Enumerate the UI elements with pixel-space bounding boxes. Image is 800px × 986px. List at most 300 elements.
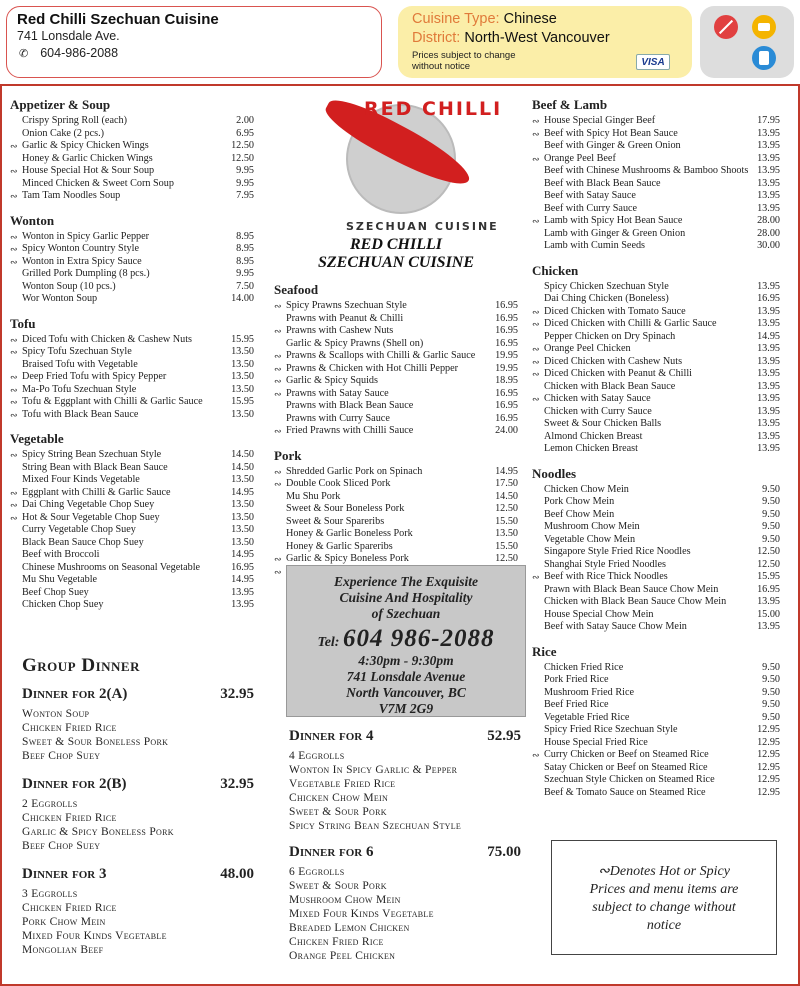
menu-item: [274, 528, 518, 541]
menu-item-price: 24.00: [495, 425, 518, 436]
cuisine-info-box: [398, 6, 692, 78]
spacer: [532, 381, 544, 394]
menu-item-price: 13.50: [231, 408, 254, 420]
menu-item-price: 9.50: [762, 521, 780, 532]
spacer: [532, 331, 544, 344]
menu-item-price: 28.00: [757, 215, 780, 226]
spacer: [10, 293, 22, 306]
spacer: [274, 338, 286, 351]
menu-item-name: Spicy Wonton Country Style: [22, 243, 140, 254]
menu-item-price: 13.50: [231, 474, 254, 485]
menu-item-name: Mu Shu Vegetable: [22, 574, 98, 585]
dinner-item: Orange Peel Chicken: [289, 950, 396, 962]
menu-item: [532, 406, 780, 419]
spacer: [532, 662, 544, 675]
logo-name-line2: SZECHUAN CUISINE: [317, 254, 475, 271]
menu-item: [10, 115, 254, 128]
hot-spicy-icon: ∾: [10, 409, 18, 420]
menu-item-price: 9.50: [762, 496, 780, 507]
menu-item-price: 9.95: [236, 177, 254, 189]
section-title: Vegetable: [10, 431, 64, 446]
menu-item-price: 16.95: [231, 561, 254, 573]
menu-item: [532, 774, 780, 787]
spacer: [10, 587, 22, 600]
menu-item-name: Prawns & Chicken with Hot Chilli Pepper: [286, 362, 459, 374]
menu-item-name: Pork Chow Mein: [544, 496, 615, 507]
spacer: [532, 509, 544, 522]
menu-item: [532, 306, 780, 319]
cuisine-type-line: [412, 10, 678, 29]
restaurant-address: 741 Lonsdale Ave.: [17, 29, 120, 43]
menu-item: [532, 240, 780, 253]
menu-item: [532, 724, 780, 737]
spacer: [532, 443, 544, 456]
menu-item-price: 13.95: [757, 393, 780, 404]
menu-item: [532, 674, 780, 687]
hot-spicy-icon: ∾: [274, 351, 282, 361]
menu-item-name: Deep Fried Tofu with Spicy Pepper: [22, 371, 167, 382]
dinner-header: [22, 686, 254, 703]
menu-item: [10, 153, 254, 166]
dinner-name: Dinner for 6: [289, 844, 374, 860]
group-dinner-title: Group Dinner: [22, 655, 140, 676]
right-column: [532, 97, 780, 799]
menu-item-name: Honey & Garlic Spareribs: [286, 540, 393, 552]
menu-item-price: 13.95: [231, 599, 254, 610]
menu-item: [532, 203, 780, 216]
hot-spicy-icon: ∾: [532, 216, 540, 226]
menu-item-price: 12.50: [231, 152, 254, 164]
menu-item-name: Spicy Fried Rice Szechuan Style: [544, 724, 678, 735]
menu-item: [274, 491, 518, 504]
spacer: [10, 524, 22, 537]
dinner-item: Vegetable Fried Rice: [289, 778, 396, 790]
dinner-item: Chicken Fried Rice: [289, 936, 384, 948]
menu-item-price: 18.95: [495, 375, 518, 386]
menu-item: [10, 190, 254, 203]
menu-item: [532, 293, 780, 306]
section-title: Pork: [274, 447, 302, 463]
menu-item-name: Eggplant with Chilli & Garlic Sauce: [22, 486, 171, 498]
menu-item-price: 30.00: [757, 240, 780, 251]
menu-item-name: Prawn with Black Bean Sauce Chow Mein: [544, 583, 719, 595]
menu-item: [532, 662, 780, 675]
menu-item: [532, 331, 780, 344]
menu-item-price: 16.95: [495, 400, 518, 411]
menu-item-name: String Bean with Black Bean Sauce: [22, 461, 168, 473]
menu-item: [532, 749, 780, 762]
menu-item-name: Dai Ching Chicken (Boneless): [544, 293, 669, 304]
hot-spicy-icon: ∾: [10, 256, 18, 267]
menu-item: [532, 534, 780, 547]
hot-legend: [552, 863, 776, 881]
menu-item-name: Prawns with Cashew Nuts: [286, 325, 394, 336]
dinner-card: [289, 728, 521, 833]
menu-item: [532, 115, 780, 128]
middle-column: [274, 282, 518, 578]
menu-item: [10, 384, 254, 397]
menu-item-name: Vegetable Chow Mein: [544, 533, 636, 545]
spacer: [532, 431, 544, 444]
dinner-item: Wonton Soup: [22, 708, 90, 720]
section-noodles: [532, 466, 780, 634]
hot-spicy-icon: ∾: [10, 500, 18, 510]
dinner-name: Dinner for 3: [22, 866, 107, 882]
menu-item-price: 12.50: [757, 558, 780, 570]
menu-item-price: 19.95: [495, 362, 518, 374]
menu-item: [274, 375, 518, 388]
menu-item-name: Spicy Prawns Szechuan Style: [286, 300, 407, 311]
menu-item-name: Honey & Garlic Chicken Wings: [22, 152, 153, 164]
menu-item-price: 16.95: [757, 293, 780, 304]
menu-item-name: Tofu with Black Bean Sauce: [22, 408, 139, 420]
dinner-header: [22, 776, 254, 793]
menu-item: [532, 509, 780, 522]
menu-item-name: Chicken Fried Rice: [544, 661, 624, 673]
dinner-item: Chicken Chow Mein: [289, 792, 389, 804]
restaurant-phone[interactable]: 604-986-2088: [40, 46, 119, 60]
menu-item: [532, 762, 780, 775]
menu-item: [532, 281, 780, 294]
menu-item: [10, 524, 254, 537]
menu-item-price: 12.95: [757, 749, 780, 760]
menu-item-name: Hot & Sour Vegetable Chop Suey: [22, 511, 160, 523]
menu-item: [532, 443, 780, 456]
menu-item: [10, 487, 254, 500]
menu-item-name: Ma-Po Tofu Szechuan Style: [22, 383, 137, 395]
hot-spicy-icon: ∾: [274, 376, 282, 386]
hot-spicy-icon: ∾: [10, 141, 18, 151]
spacer: [532, 609, 544, 622]
hot-spicy-icon: ∾: [10, 372, 18, 382]
menu-item-name: Chicken with Satay Sauce: [544, 393, 651, 404]
dinner-price: 52.95: [487, 728, 521, 744]
menu-item-name: Wonton in Spicy Garlic Pepper: [22, 230, 150, 242]
menu-item: [274, 338, 518, 351]
menu-item-price: 14.95: [231, 574, 254, 585]
hot-spicy-icon: ∾: [274, 466, 282, 477]
menu-item-price: 13.95: [757, 177, 780, 189]
menu-item-price: 14.95: [757, 330, 780, 342]
menu-item-price: 13.95: [757, 190, 780, 201]
menu-item-price: 13.95: [757, 318, 780, 329]
opening-hours: 4:30pm - 9:30pm: [358, 653, 454, 668]
spacer: [10, 562, 22, 575]
logo-name-line1: RED CHILLI: [349, 236, 442, 253]
menu-item-price: 17.50: [495, 478, 518, 489]
dinner-item: Beef Chop Suey: [22, 840, 101, 852]
menu-item-name: Beef with Curry Sauce: [544, 202, 638, 214]
menu-item-name: Beef & Tomato Sauce on Steamed Rice: [544, 786, 706, 798]
hot-spicy-icon: ∾: [532, 344, 540, 354]
menu-item: [10, 359, 254, 372]
menu-item: [10, 587, 254, 600]
menu-item-price: 12.95: [757, 736, 780, 748]
spacer: [532, 496, 544, 509]
dinner-item: Garlic & Spicy Boneless Pork: [22, 826, 174, 838]
taxi-icon: [752, 15, 776, 39]
menu-item: [532, 621, 780, 634]
menu-item-name: Sweet & Sour Spareribs: [286, 515, 385, 527]
menu-item-price: 13.95: [757, 368, 780, 379]
menu-item-price: 9.50: [762, 686, 780, 698]
menu-item-price: 13.50: [495, 528, 518, 539]
spacer: [274, 413, 286, 426]
menu-item-price: 13.50: [231, 371, 254, 382]
dinner-item: Wonton In Spicy Garlic & Pepper: [289, 764, 458, 776]
dinner-item: Sweet & Sour Pork: [289, 880, 387, 892]
spacer: [10, 599, 22, 612]
spacer: [532, 203, 544, 216]
menu-item-price: 9.95: [236, 165, 254, 176]
hot-spicy-icon: ∾: [532, 369, 540, 379]
menu-item-price: 15.50: [495, 515, 518, 527]
menu-item-price: 13.95: [757, 405, 780, 417]
hot-spicy-icon: ∾: [532, 750, 540, 760]
section-rice: [532, 644, 780, 800]
menu-item-name: Chicken with Curry Sauce: [544, 405, 652, 417]
menu-item-price: 13.95: [757, 305, 780, 317]
menu-item: [10, 474, 254, 487]
section-title: Wonton: [10, 212, 55, 228]
dinner-card: [22, 686, 254, 763]
hot-spicy-icon: ∾: [532, 153, 540, 164]
menu-item-name: Singapore Style Fried Rice Noodles: [544, 546, 691, 557]
menu-item: [274, 325, 518, 338]
menu-item-name: Beef with Rice Thick Noodles: [544, 571, 668, 582]
menu-item: [274, 553, 518, 566]
menu-item-price: 13.95: [757, 596, 780, 607]
spacer: [532, 418, 544, 431]
menu-item: [532, 712, 780, 725]
menu-item-name: Beef with Satay Sauce: [544, 190, 636, 201]
menu-item-price: 15.00: [757, 608, 780, 620]
menu-item: [10, 165, 254, 178]
menu-item-name: Wonton in Extra Spicy Sauce: [22, 255, 142, 267]
spacer: [532, 281, 544, 294]
menu-item: [10, 293, 254, 306]
menu-item: [532, 609, 780, 622]
menu-item: [532, 215, 780, 228]
menu-item-name: Beef with Black Bean Sauce: [544, 177, 661, 189]
dinner-item: 3 Eggrolls: [22, 888, 78, 900]
dinner-item: Breaded Lemon Chicken: [289, 922, 410, 934]
menu-item-price: 13.95: [757, 343, 780, 354]
restaurant-phone-row[interactable]: [17, 46, 371, 60]
spacer: [532, 178, 544, 191]
menu-item-name: Prawns with Satay Sauce: [286, 387, 389, 399]
hot-spicy-icon: ∾: [598, 864, 610, 879]
menu-item: [532, 381, 780, 394]
menu-item-name: Mu Shu Pork: [286, 490, 341, 502]
menu-item-price: 28.00: [757, 227, 780, 239]
experience-tel[interactable]: [287, 625, 525, 653]
experience-line1: Experience The Exquisite: [334, 574, 478, 589]
menu-item-price: 13.95: [757, 152, 780, 164]
menu-item-price: 9.50: [762, 508, 780, 520]
experience-line3: of Szechuan: [371, 606, 441, 621]
menu-item: [532, 190, 780, 203]
menu-item-price: 9.95: [236, 268, 254, 279]
menu-item-name: Fried Prawns with Chilli Sauce: [286, 425, 414, 436]
menu-item: [532, 699, 780, 712]
menu-item-price: 14.50: [231, 461, 254, 473]
menu-item: [274, 400, 518, 413]
phone-icon: ✆: [19, 47, 29, 60]
menu-item: [532, 356, 780, 369]
menu-item-price: 13.95: [757, 165, 780, 176]
menu-item: [10, 128, 254, 141]
menu-item-price: 13.50: [231, 383, 254, 395]
menu-item-price: 16.95: [495, 337, 518, 349]
menu-item-name: Diced Chicken with Cashew Nuts: [544, 355, 683, 367]
dinner-item: Beef Chop Suey: [22, 750, 101, 762]
menu-item-price: 2.00: [236, 115, 254, 126]
menu-item: [532, 546, 780, 559]
tel-number[interactable]: 604 986-2088: [342, 625, 495, 652]
menu-item: [532, 343, 780, 356]
menu-item-name: Spicy Chicken Szechuan Style: [544, 280, 669, 292]
spacer: [532, 140, 544, 153]
hot-spicy-icon: ∾: [10, 450, 18, 460]
dinner-card: [22, 776, 254, 853]
menu-item-name: Garlic & Spicy Boneless Pork: [286, 553, 409, 564]
menu-item-name: Lemon Chicken Breast: [544, 443, 638, 454]
restaurant-logo: [286, 98, 506, 278]
spacer: [10, 178, 22, 191]
menu-item-name: Curry Vegetable Chop Suey: [22, 524, 136, 535]
menu-item-name: Beef Chow Mein: [544, 508, 615, 520]
spacer: [10, 474, 22, 487]
menu-item-name: Shredded Garlic Pork on Spinach: [286, 465, 423, 477]
spacer: [532, 737, 544, 750]
menu-item: [532, 140, 780, 153]
menu-item-name: Lamb with Ginger & Green Onion: [544, 227, 686, 239]
menu-item: [274, 466, 518, 479]
menu-item-price: 15.50: [495, 540, 518, 552]
menu-item-price: 9.50: [762, 674, 780, 685]
menu-item: [274, 478, 518, 491]
menu-item-name: Tofu & Eggplant with Chilli & Garlic Sauce: [22, 396, 203, 407]
menu-item-name: Wor Wonton Soup: [22, 293, 98, 304]
menu-item-name: Double Cook Sliced Pork: [286, 478, 391, 489]
dinner-item: Mushroom Chow Mein: [289, 894, 401, 906]
menu-item: [274, 516, 518, 529]
menu-item-name: Chicken Chop Suey: [22, 599, 104, 610]
dinner-item: 4 Eggrolls: [289, 750, 345, 762]
spacer: [532, 699, 544, 712]
section-title: Noodles: [532, 465, 577, 481]
spacer: [532, 190, 544, 203]
spacer: [532, 774, 544, 787]
menu-item-name: Lamb with Cumin Seeds: [544, 240, 646, 251]
section-seafood: [274, 282, 518, 438]
logo-ring-top-text: RED CHILLI: [364, 98, 503, 120]
menu-item-name: House Special Ginger Beef: [544, 115, 656, 126]
spacer: [10, 115, 22, 128]
hot-spicy-icon: ∾: [532, 394, 540, 404]
menu-item: [274, 350, 518, 363]
menu-item-name: Orange Peel Chicken: [544, 343, 631, 354]
spacer: [10, 574, 22, 587]
dinner-name: Dinner for 2(B): [22, 776, 127, 792]
menu-item-price: 12.95: [757, 786, 780, 798]
prices-note: Prices subject to change without notice: [412, 50, 516, 72]
menu-item-price: 16.95: [495, 387, 518, 399]
menu-item-price: 9.50: [762, 711, 780, 723]
menu-item-name: Orange Peel Beef: [544, 152, 616, 164]
dinner-item: Sweet & Sour Boneless Pork: [22, 736, 169, 748]
menu-item-price: 13.95: [757, 380, 780, 392]
hot-spicy-icon: ∾: [10, 347, 18, 357]
notice-line1: Denotes Hot or Spicy: [609, 864, 730, 879]
menu-item-name: Diced Tofu with Chicken & Cashew Nuts: [22, 333, 192, 345]
menu-item-name: Grilled Pork Dumpling (8 pcs.): [22, 268, 150, 279]
section-wonton: [10, 213, 254, 306]
menu-item: [10, 334, 254, 347]
spacer: [10, 549, 22, 562]
menu-item: [10, 499, 254, 512]
hot-spicy-icon: ∾: [10, 191, 18, 201]
menu-item-name: Curry Chicken or Beef on Steamed Rice: [544, 749, 709, 760]
spacer: [274, 503, 286, 516]
hot-spicy-icon: ∾: [10, 397, 18, 407]
menu-item-price: 8.95: [236, 255, 254, 267]
spacer: [532, 228, 544, 241]
menu-item-price: 13.95: [757, 418, 780, 429]
address-line3: V7M 2G9: [378, 701, 434, 716]
menu-item: [532, 737, 780, 750]
logo-name: [286, 236, 506, 272]
menu-item-price: 13.50: [231, 346, 254, 357]
menu-item: [532, 521, 780, 534]
spacer: [532, 762, 544, 775]
menu-item: [274, 363, 518, 376]
menu-item: [532, 165, 780, 178]
spacer: [532, 621, 544, 634]
menu-item: [532, 318, 780, 331]
menu-item: [532, 584, 780, 597]
menu-item-price: 13.95: [231, 586, 254, 598]
menu-item: [532, 228, 780, 241]
spacer: [532, 674, 544, 687]
spacer: [532, 534, 544, 547]
notice-line4: notice: [646, 918, 682, 933]
dinner-price: 48.00: [220, 866, 254, 882]
menu-item-name: Dai Ching Vegetable Chop Suey: [22, 499, 155, 510]
menu-item: [274, 425, 518, 438]
menu-item: [532, 178, 780, 191]
menu-item-name: Diced Chicken with Peanut & Chilli: [544, 368, 692, 379]
menu-item-price: 15.95: [231, 333, 254, 345]
menu-item-price: 14.50: [231, 449, 254, 460]
menu-item: [10, 281, 254, 294]
menu-item-name: Spicy String Bean Szechuan Style: [22, 449, 162, 460]
menu-item-price: 16.95: [495, 325, 518, 336]
menu-item: [10, 449, 254, 462]
hot-spicy-icon: ∾: [10, 244, 18, 254]
menu-item-name: Chicken Chow Mein: [544, 483, 629, 495]
hot-spicy-icon: ∾: [274, 363, 282, 374]
menu-item-name: Almond Chicken Breast: [544, 430, 643, 442]
menu-item-price: 13.95: [757, 127, 780, 139]
menu-item-name: Beef Chop Suey: [22, 586, 89, 598]
menu-item: [10, 140, 254, 153]
menu-item: [532, 431, 780, 444]
section-title: Chicken: [532, 262, 579, 278]
menu-item-name: Beef with Broccoli: [22, 549, 100, 560]
menu-item-name: House Special Fried Rice: [544, 736, 648, 748]
